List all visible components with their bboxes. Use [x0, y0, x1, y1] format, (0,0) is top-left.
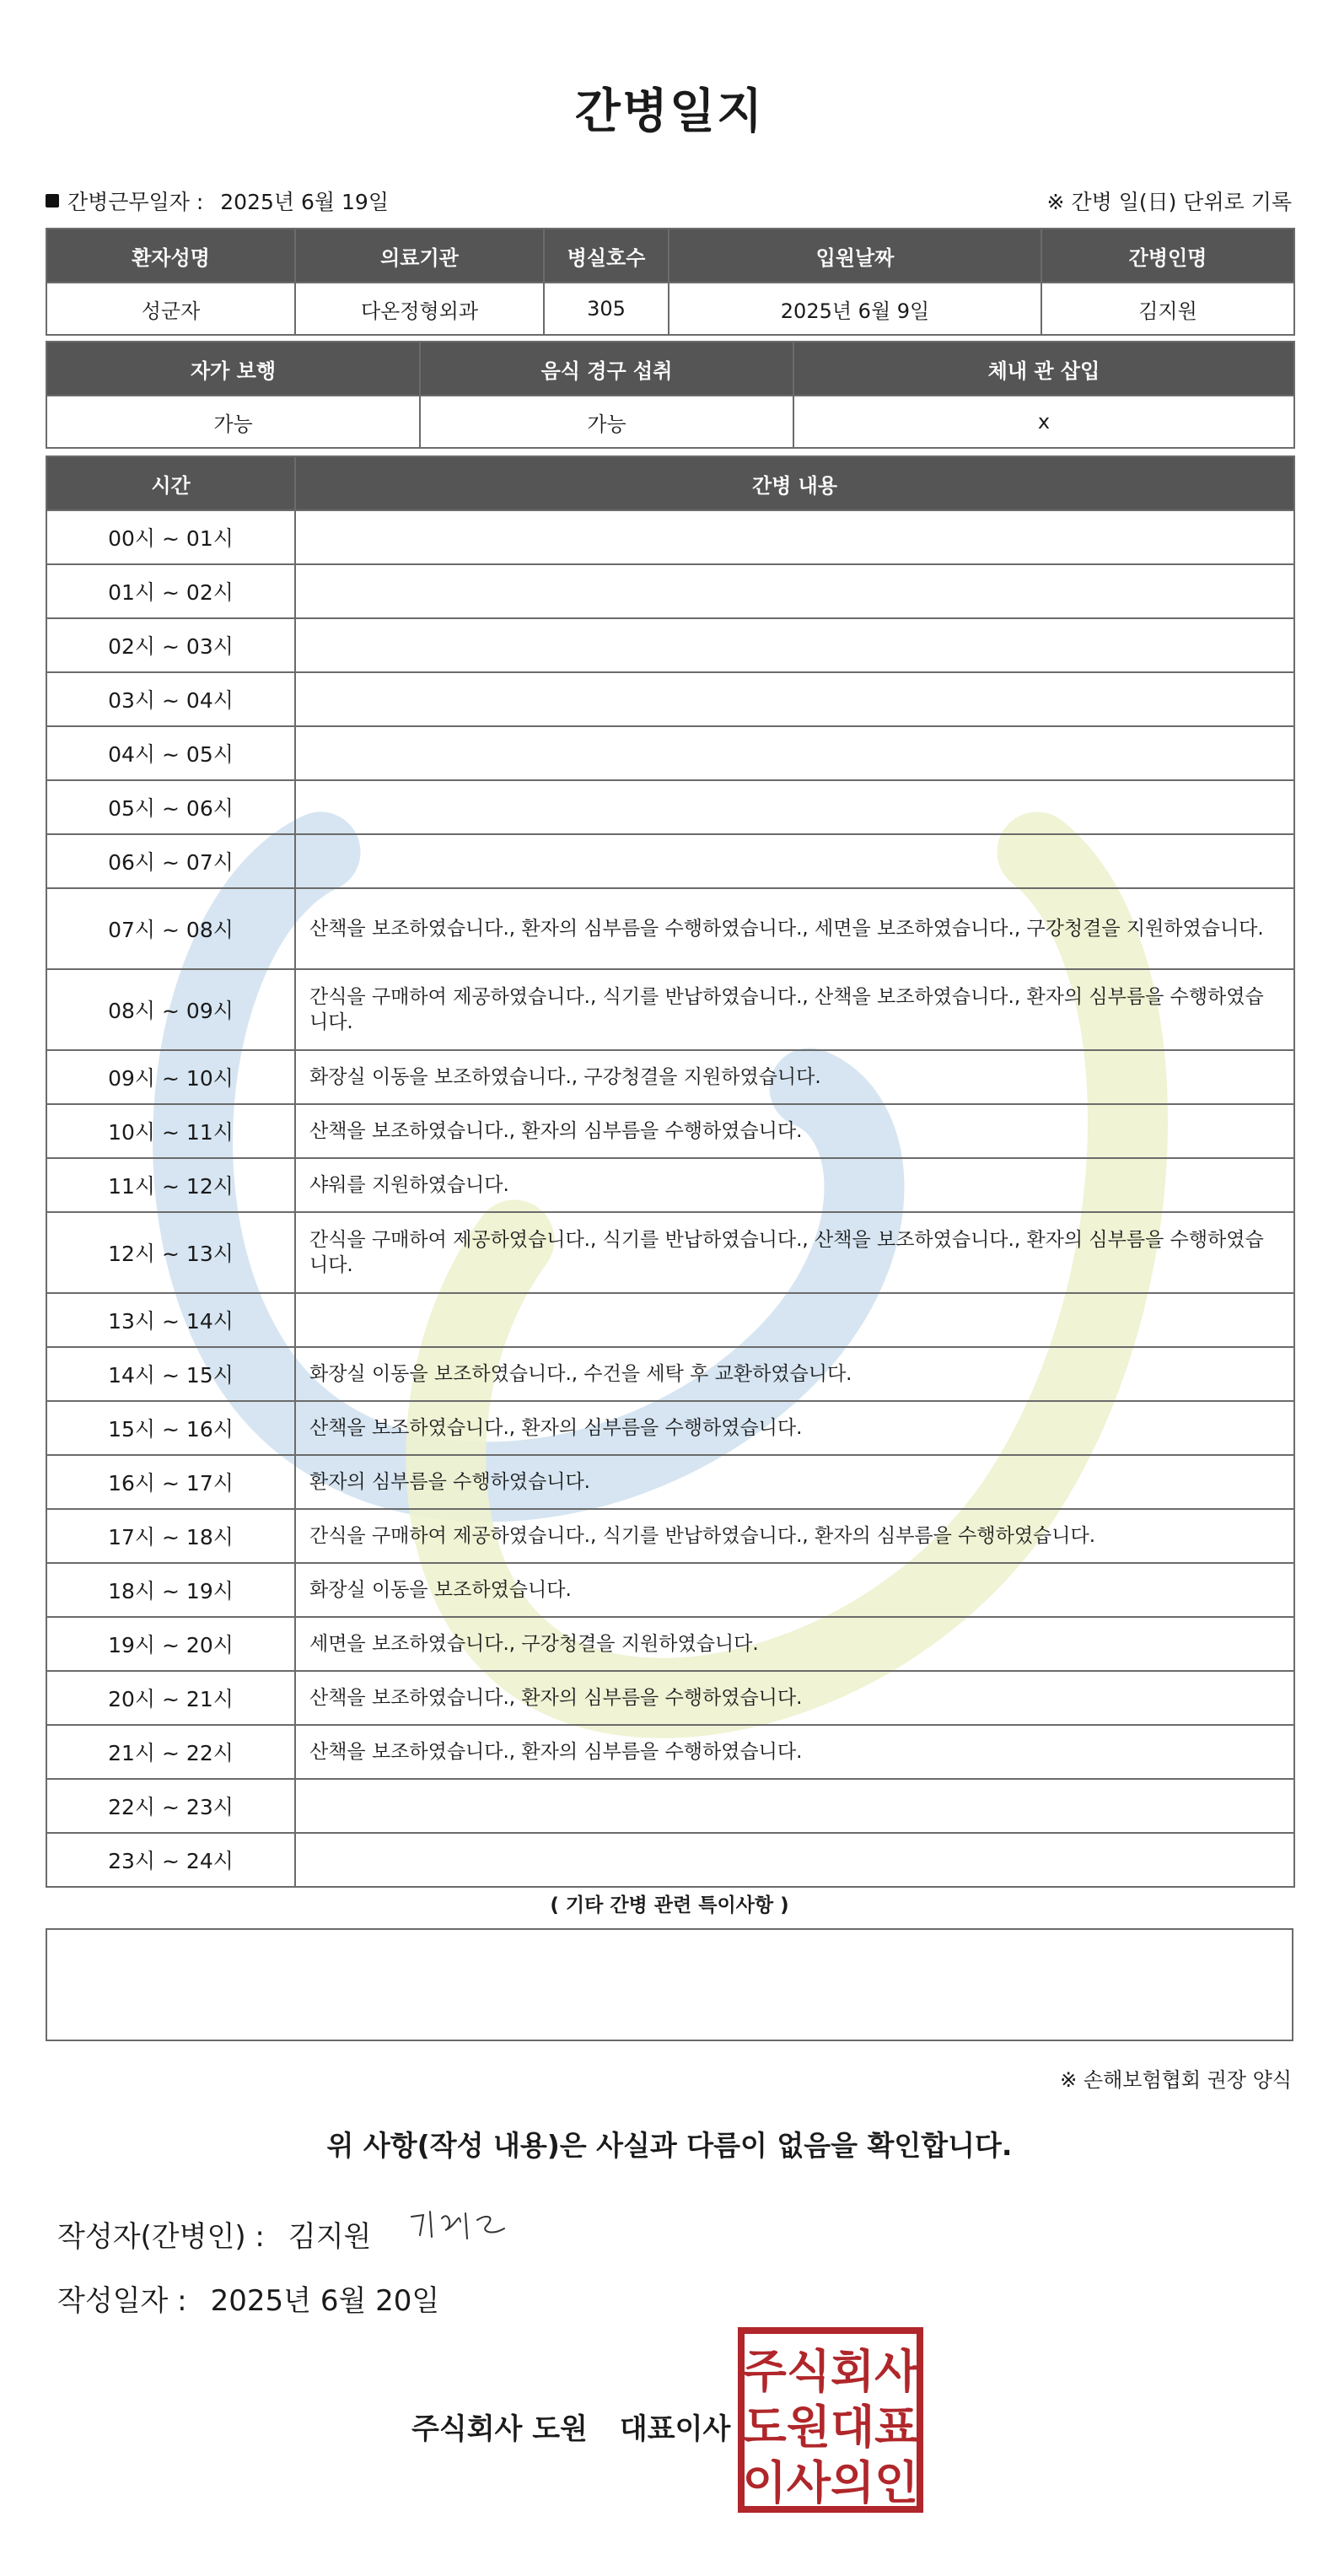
care-log-content: [295, 1833, 1294, 1887]
care-log-time: 02시 ~ 03시: [46, 618, 295, 672]
care-log-content: 화장실 이동을 보조하였습니다., 구강청결을 지원하였습니다.: [295, 1050, 1294, 1104]
care-log-time: 12시 ~ 13시: [46, 1212, 295, 1293]
care-log-time: 04시 ~ 05시: [46, 726, 295, 780]
care-log-content: [295, 834, 1294, 888]
work-date-value: 2025년 6월 19일: [220, 190, 389, 214]
care-log-row: [46, 1509, 1294, 1563]
header-care-content: 간병 내용: [295, 456, 1294, 510]
admission-date: 2025년 6월 9일: [669, 283, 1041, 335]
special-notes-title: ( 기타 간병 관련 특이사항 ): [550, 1894, 789, 1916]
care-log-content: 세면을 보조하였습니다., 구강청결을 지원하였습니다.: [295, 1617, 1294, 1671]
header-admission-date: 입원날짜: [669, 229, 1041, 283]
care-log-row: [46, 1212, 1294, 1293]
patient-info-header-row: [46, 229, 1294, 283]
care-log-time: 11시 ~ 12시: [46, 1158, 295, 1212]
care-log-row: [46, 1833, 1294, 1887]
care-log-time: 20시 ~ 21시: [46, 1671, 295, 1725]
care-log-row: [46, 1104, 1294, 1158]
bullet-square-icon: [46, 194, 59, 207]
handwritten-signature: [405, 2201, 523, 2252]
care-log-content: [295, 618, 1294, 672]
page-title: 간병일지: [574, 84, 765, 139]
self-walking-value: 가능: [46, 396, 420, 448]
care-log-content: [295, 672, 1294, 726]
care-log-time: 10시 ~ 11시: [46, 1104, 295, 1158]
write-date-line: [57, 2277, 439, 2319]
care-log-row: [46, 1401, 1294, 1455]
writer-name: 김지원: [288, 2220, 372, 2254]
care-log-content: 산책을 보조하였습니다., 환자의 심부름을 수행하였습니다., 세면을 보조하였습니다., 구강청결을 지원하였습니다.: [295, 888, 1294, 969]
patient-info-value-row: [46, 283, 1294, 335]
writer-label: 작성자(간병인) :: [57, 2220, 265, 2254]
care-log-row: [46, 1563, 1294, 1617]
status-header-row: [46, 342, 1294, 396]
care-log-row: [46, 1725, 1294, 1779]
care-log-content: [295, 780, 1294, 834]
header-room: 병실호수: [544, 229, 669, 283]
oral-intake-value: 가능: [420, 396, 793, 448]
care-log-content: 산책을 보조하였습니다., 환자의 심부름을 수행하였습니다.: [295, 1725, 1294, 1779]
care-log-row: [46, 1617, 1294, 1671]
care-log-time: 06시 ~ 07시: [46, 834, 295, 888]
confirmation-statement: 위 사항(작성 내용)은 사실과 다름이 없음을 확인합니다.: [326, 2129, 1013, 2162]
header-self-walking: 자가 보행: [46, 342, 420, 396]
company-name: 주식회사 도원: [411, 2412, 588, 2446]
care-log-row: [46, 1347, 1294, 1401]
company-seal-stamp: [737, 2326, 924, 2514]
patient-name: 성군자: [46, 283, 295, 335]
care-log-time: 09시 ~ 10시: [46, 1050, 295, 1104]
write-date-value: 2025년 6월 20일: [210, 2284, 440, 2318]
care-log-row: [46, 1455, 1294, 1509]
care-log-row: [46, 1293, 1294, 1347]
care-log-time: 22시 ~ 23시: [46, 1779, 295, 1833]
care-log-content: 환자의 심부름을 수행하였습니다.: [295, 1455, 1294, 1509]
care-log-row: [46, 1779, 1294, 1833]
room-number: 305: [544, 283, 669, 335]
patient-status-table: [46, 341, 1295, 449]
care-log-row: [46, 780, 1294, 834]
patient-info-table: [46, 228, 1295, 336]
care-log-content: [295, 564, 1294, 618]
work-date: [46, 186, 389, 216]
care-log-time: 05시 ~ 06시: [46, 780, 295, 834]
care-log-content: 간식을 구매하여 제공하였습니다., 식기를 반납하였습니다., 환자의 심부름을 수행하였습니다.: [295, 1509, 1294, 1563]
care-log-content: 산책을 보조하였습니다., 환자의 심부름을 수행하였습니다.: [295, 1104, 1294, 1158]
care-log-time: 08시 ~ 09시: [46, 969, 295, 1050]
company-line: [411, 2406, 730, 2447]
care-log-time: 01시 ~ 02시: [46, 564, 295, 618]
care-log-content: 산책을 보조하였습니다., 환자의 심부름을 수행하였습니다.: [295, 1401, 1294, 1455]
care-log-content: 화장실 이동을 보조하였습니다., 수건을 세탁 후 교환하였습니다.: [295, 1347, 1294, 1401]
care-log-content: 간식을 구매하여 제공하였습니다., 식기를 반납하였습니다., 산책을 보조하였습니다., 환자의 심부름을 수행하였습니다.: [295, 1212, 1294, 1293]
special-notes-box: [46, 1928, 1293, 2041]
caregiver-name: 김지원: [1041, 283, 1294, 335]
svg-text:주식회사: 주식회사: [742, 2345, 919, 2398]
care-log-time: 23시 ~ 24시: [46, 1833, 295, 1887]
care-log-row: [46, 564, 1294, 618]
care-log-time: 16시 ~ 17시: [46, 1455, 295, 1509]
work-date-label: 간병근무일자 :: [67, 190, 204, 214]
care-log-row: [46, 1158, 1294, 1212]
care-log-row: [46, 969, 1294, 1050]
care-log-table: [46, 455, 1295, 1888]
care-log-row: [46, 510, 1294, 564]
header-oral-intake: 음식 경구 섭취: [420, 342, 793, 396]
care-log-content: [295, 1293, 1294, 1347]
care-log-content: 화장실 이동을 보조하였습니다.: [295, 1563, 1294, 1617]
recommended-form-note: ※ 손해보험협회 권장 양식: [1060, 2068, 1292, 2092]
svg-text:이사의인: 이사의인: [742, 2456, 919, 2509]
care-log-time: 07시 ~ 08시: [46, 888, 295, 969]
header-hospital: 의료기관: [295, 229, 544, 283]
care-log-row: [46, 834, 1294, 888]
care-log-time: 18시 ~ 19시: [46, 1563, 295, 1617]
care-log-row: [46, 726, 1294, 780]
care-log-time: 13시 ~ 14시: [46, 1293, 295, 1347]
header-caregiver-name: 간병인명: [1041, 229, 1294, 283]
status-value-row: [46, 396, 1294, 448]
care-log-time: 19시 ~ 20시: [46, 1617, 295, 1671]
care-log-time: 00시 ~ 01시: [46, 510, 295, 564]
hospital-name: 다온정형외과: [295, 283, 544, 335]
care-log-time: 17시 ~ 18시: [46, 1509, 295, 1563]
care-log-row: [46, 888, 1294, 969]
header-patient-name: 환자성명: [46, 229, 295, 283]
daily-record-note: ※ 간병 일(日) 단위로 기록: [1046, 190, 1292, 214]
care-log-row: [46, 1050, 1294, 1104]
svg-text:도원대표: 도원대표: [742, 2401, 919, 2454]
tube-insertion-value: x: [793, 396, 1294, 448]
care-log-time: 15시 ~ 16시: [46, 1401, 295, 1455]
care-log-content: 간식을 구매하여 제공하였습니다., 식기를 반납하였습니다., 산책을 보조하였습니다., 환자의 심부름을 수행하였습니다.: [295, 969, 1294, 1050]
care-log-content: 샤워를 지원하였습니다.: [295, 1158, 1294, 1212]
care-log-content: 산책을 보조하였습니다., 환자의 심부름을 수행하였습니다.: [295, 1671, 1294, 1725]
ceo-title: 대표이사: [619, 2412, 731, 2446]
care-log-time: 21시 ~ 22시: [46, 1725, 295, 1779]
writer-line: [57, 2213, 371, 2255]
care-log-row: [46, 672, 1294, 726]
care-log-content: [295, 726, 1294, 780]
write-date-label: 작성일자 :: [57, 2284, 187, 2318]
care-log-content: [295, 510, 1294, 564]
care-log-header-row: [46, 456, 1294, 510]
care-log-row: [46, 1671, 1294, 1725]
care-log-content: [295, 1779, 1294, 1833]
header-tube-insertion: 체내 관 삽입: [793, 342, 1294, 396]
header-time: 시간: [46, 456, 295, 510]
care-log-time: 03시 ~ 04시: [46, 672, 295, 726]
care-log-row: [46, 618, 1294, 672]
care-log-time: 14시 ~ 15시: [46, 1347, 295, 1401]
